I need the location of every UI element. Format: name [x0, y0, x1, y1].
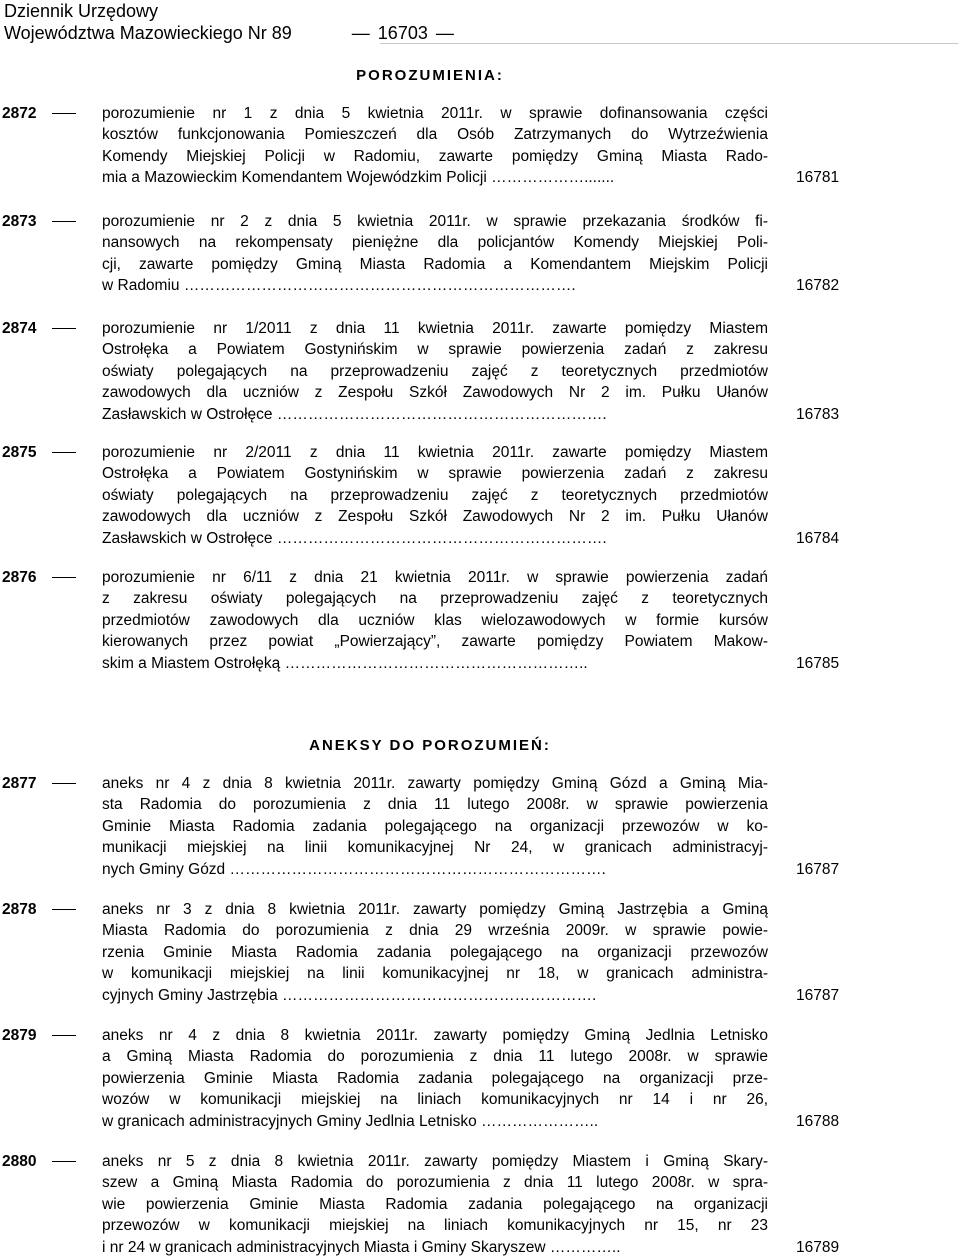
entry-dash [52, 783, 76, 784]
entry-text [102, 1025, 768, 1132]
entry-page-number: 16784 [796, 529, 840, 547]
entry-line: oświaty polegających na przeprowadzeniu zajęć z teoretycznych przedmiotów [102, 362, 768, 380]
entry-line: porozumienie nr 1 z dnia 5 kwietnia 2011r. w sprawie dofinansowania części [102, 105, 768, 122]
index-entry [0, 442, 960, 549]
section-title-agreements: POROZUMIENIA: [356, 67, 504, 84]
entry-line: z zakresu oświaty polegających na przeprowadzeniu zajęć z teoretycznych [102, 590, 768, 608]
entry-page-number: 16785 [796, 654, 840, 672]
entry-dash [52, 113, 76, 114]
entry-last-line: skim a Miastem Ostrołęką ………………………………………………….. [102, 654, 588, 672]
entry-last-line: w Radomiu …………………………………………………………………. [102, 277, 576, 295]
index-entry [0, 567, 960, 674]
entry-line: w komunikacji miejskiej na linii komunikacyjnej nr 18, w granicach administra- [102, 965, 768, 983]
entry-number: 2875 [2, 444, 37, 461]
entry-text [102, 211, 768, 297]
entry-text [102, 103, 768, 189]
header-rule [380, 43, 958, 44]
entry-number: 2873 [2, 213, 37, 230]
page-number: 16703 [377, 23, 428, 43]
index-entry [0, 211, 960, 297]
entry-line: wie powierzenia Gminie Miasta Radomia zadania polegającego na organizacji [102, 1195, 768, 1213]
entry-line: porozumienie nr 1/2011 z dnia 11 kwietnia 2011r. zawarte pomiędzy Miastem [102, 320, 768, 337]
entry-dash [52, 577, 76, 578]
entry-line: Komendy Miejskiej Policji w Radomiu, zawarte pomiędzy Gminą Miasta Rado- [102, 147, 768, 165]
entry-line: sta Radomia do porozumienia z dnia 11 lutego 2008r. w sprawie powierzenia [102, 796, 768, 814]
entry-line: powierzenia Gminie Miasta Radomia zadania polegającego na organizacji prze- [102, 1069, 768, 1087]
index-entry [0, 1025, 960, 1132]
entry-line: rzenia Gminie Miasta Radomia zadania polegającego na organizacji przewozów [102, 943, 768, 961]
entry-last-line: nych Gminy Gózd ………………………………………………………………. [102, 860, 606, 878]
page-header [4, 0, 454, 44]
entry-dash [52, 221, 76, 222]
entry-line: Ostrołęka a Powiatem Gostynińskim w sprawie powierzenia zadań z zakresu [102, 341, 768, 359]
entry-text [102, 318, 768, 425]
entry-line: cji, zawarte pomiędzy Gminą Miasta Radomia a Komendantem Miejskim Policji [102, 255, 768, 273]
index-entry [0, 1151, 960, 1258]
entry-line: zawodowych dla uczniów z Zespołu Szkół Zawodowych Nr 2 im. Pułku Ułanów [102, 508, 768, 526]
entry-last-line: cyjnych Gminy Jastrzębia ……………………………………………………. [102, 986, 597, 1004]
entry-line: Gminie Miasta Radomia zadania polegającego na organizacji przewozów w ko- [102, 817, 768, 835]
entry-text [102, 773, 768, 880]
index-entry [0, 899, 960, 1006]
entry-line: porozumienie nr 2/2011 z dnia 11 kwietnia 2011r. zawarte pomiędzy Miastem [102, 444, 768, 461]
entry-dash [52, 1035, 76, 1036]
entry-last-line: w granicach administracyjnych Gminy Jedlnia Letnisko ………………….. [102, 1112, 599, 1130]
entry-number: 2880 [2, 1153, 37, 1170]
entry-last-line: i nr 24 w granicach administracyjnych Miasta i Gminy Skaryszew ………….. [102, 1238, 621, 1256]
entry-line: aneks nr 4 z dnia 8 kwietnia 2011r. zawarty pomiędzy Gminą Jedlnia Letnisko [102, 1027, 768, 1044]
index-entry [0, 773, 960, 880]
entry-number: 2876 [2, 569, 37, 586]
entry-line: zawodowych dla uczniów z Zespołu Szkół Zawodowych Nr 2 im. Pułku Ułanów [102, 384, 768, 402]
entry-number: 2878 [2, 901, 37, 918]
entry-page-number: 16781 [796, 169, 840, 187]
entry-page-number: 16783 [796, 405, 840, 423]
index-entry [0, 318, 960, 425]
entry-text [102, 1151, 768, 1258]
entry-page-number: 16788 [796, 1112, 840, 1130]
entry-number: 2872 [2, 105, 37, 122]
entry-dash [52, 328, 76, 329]
section-title-annexes: ANEKSY DO POROZUMIEŃ: [309, 737, 551, 754]
entry-number: 2879 [2, 1027, 37, 1044]
entry-line: przewozów w komunikacji miejskiej na liniach komunikacyjnych nr 15, nr 23 [102, 1217, 768, 1235]
entry-last-line: Zasławskich w Ostrołęce ………………………………………………………. [102, 529, 607, 547]
entry-line: oświaty polegających na przeprowadzeniu zajęć z teoretycznych przedmiotów [102, 486, 768, 504]
entry-line: munikacji miejskiej na linii komunikacyjnej Nr 24, w granicach administracyj- [102, 839, 768, 857]
entry-page-number: 16787 [796, 986, 840, 1004]
entry-line: Ostrołęka a Powiatem Gostynińskim w sprawie powierzenia zadań z zakresu [102, 465, 768, 483]
entry-page-number: 16782 [796, 277, 840, 295]
entry-line: wozów w komunikacji miejskiej na liniach komunikacyjnych nr 14 i nr 26, [102, 1091, 768, 1109]
page-number-dash-right: — [435, 23, 454, 43]
entry-page-number: 16787 [796, 860, 840, 878]
entry-last-line: mia a Mazowieckim Komendantem Wojewódzkim Policji ………………....... [102, 169, 615, 187]
entry-page-number: 16789 [796, 1238, 840, 1256]
entry-text [102, 442, 768, 549]
entry-line: a Gminą Miasta Radomia do porozumienia z dnia 11 lutego 2008r. w sprawie [102, 1048, 768, 1066]
entry-dash [52, 909, 76, 910]
entry-line: szew a Gminą Miasta Radomia do porozumienia z dnia 11 lutego 2008r. w spra- [102, 1174, 768, 1192]
entry-number: 2877 [2, 775, 37, 792]
entry-line: aneks nr 5 z dnia 8 kwietnia 2011r. zawarty pomiędzy Miastem i Gminą Skary- [102, 1153, 768, 1170]
page-number-dash-left: — [351, 23, 370, 43]
entry-line: kosztów funkcjonowania Pomieszczeń dla Osób Zatrzymanych do Wytrzeźwienia [102, 126, 768, 144]
entry-number: 2874 [2, 320, 37, 337]
index-entry [0, 103, 960, 189]
entry-line: kierowanych przez powiat „Powierzający”, zawarte pomiędzy Powiatem Makow- [102, 633, 768, 651]
entry-line: porozumienie nr 6/11 z dnia 21 kwietnia 2011r. w sprawie powierzenia zadań [102, 569, 768, 586]
journal-subtitle-line [4, 22, 454, 44]
entry-line: aneks nr 4 z dnia 8 kwietnia 2011r. zawarty pomiędzy Gminą Gózd a Gminą Mia- [102, 775, 768, 792]
entry-text [102, 899, 768, 1006]
journal-title: Dziennik Urzędowy [4, 1, 159, 21]
entry-line: przedmiotów zawodowych dla uczniów klas wielozawodowych w formie kursów [102, 611, 768, 629]
entry-dash [52, 1161, 76, 1162]
entry-last-line: Zasławskich w Ostrołęce ………………………………………………………. [102, 405, 607, 423]
entry-dash [52, 452, 76, 453]
entry-line: porozumienie nr 2 z dnia 5 kwietnia 2011r. w sprawie przekazania środków fi- [102, 213, 768, 230]
entry-line: Miasta Radomia do porozumienia z dnia 29 września 2009r. w sprawie powie- [102, 922, 768, 940]
entry-text [102, 567, 768, 674]
entry-line: nansowych na rekompensaty pieniężne dla policjantów Komendy Miejskiej Poli- [102, 234, 768, 252]
entry-line: aneks nr 3 z dnia 8 kwietnia 2011r. zawarty pomiędzy Gminą Jastrzębia a Gminą [102, 901, 768, 918]
journal-subtitle: Województwa Mazowieckiego Nr 89 [4, 23, 292, 43]
